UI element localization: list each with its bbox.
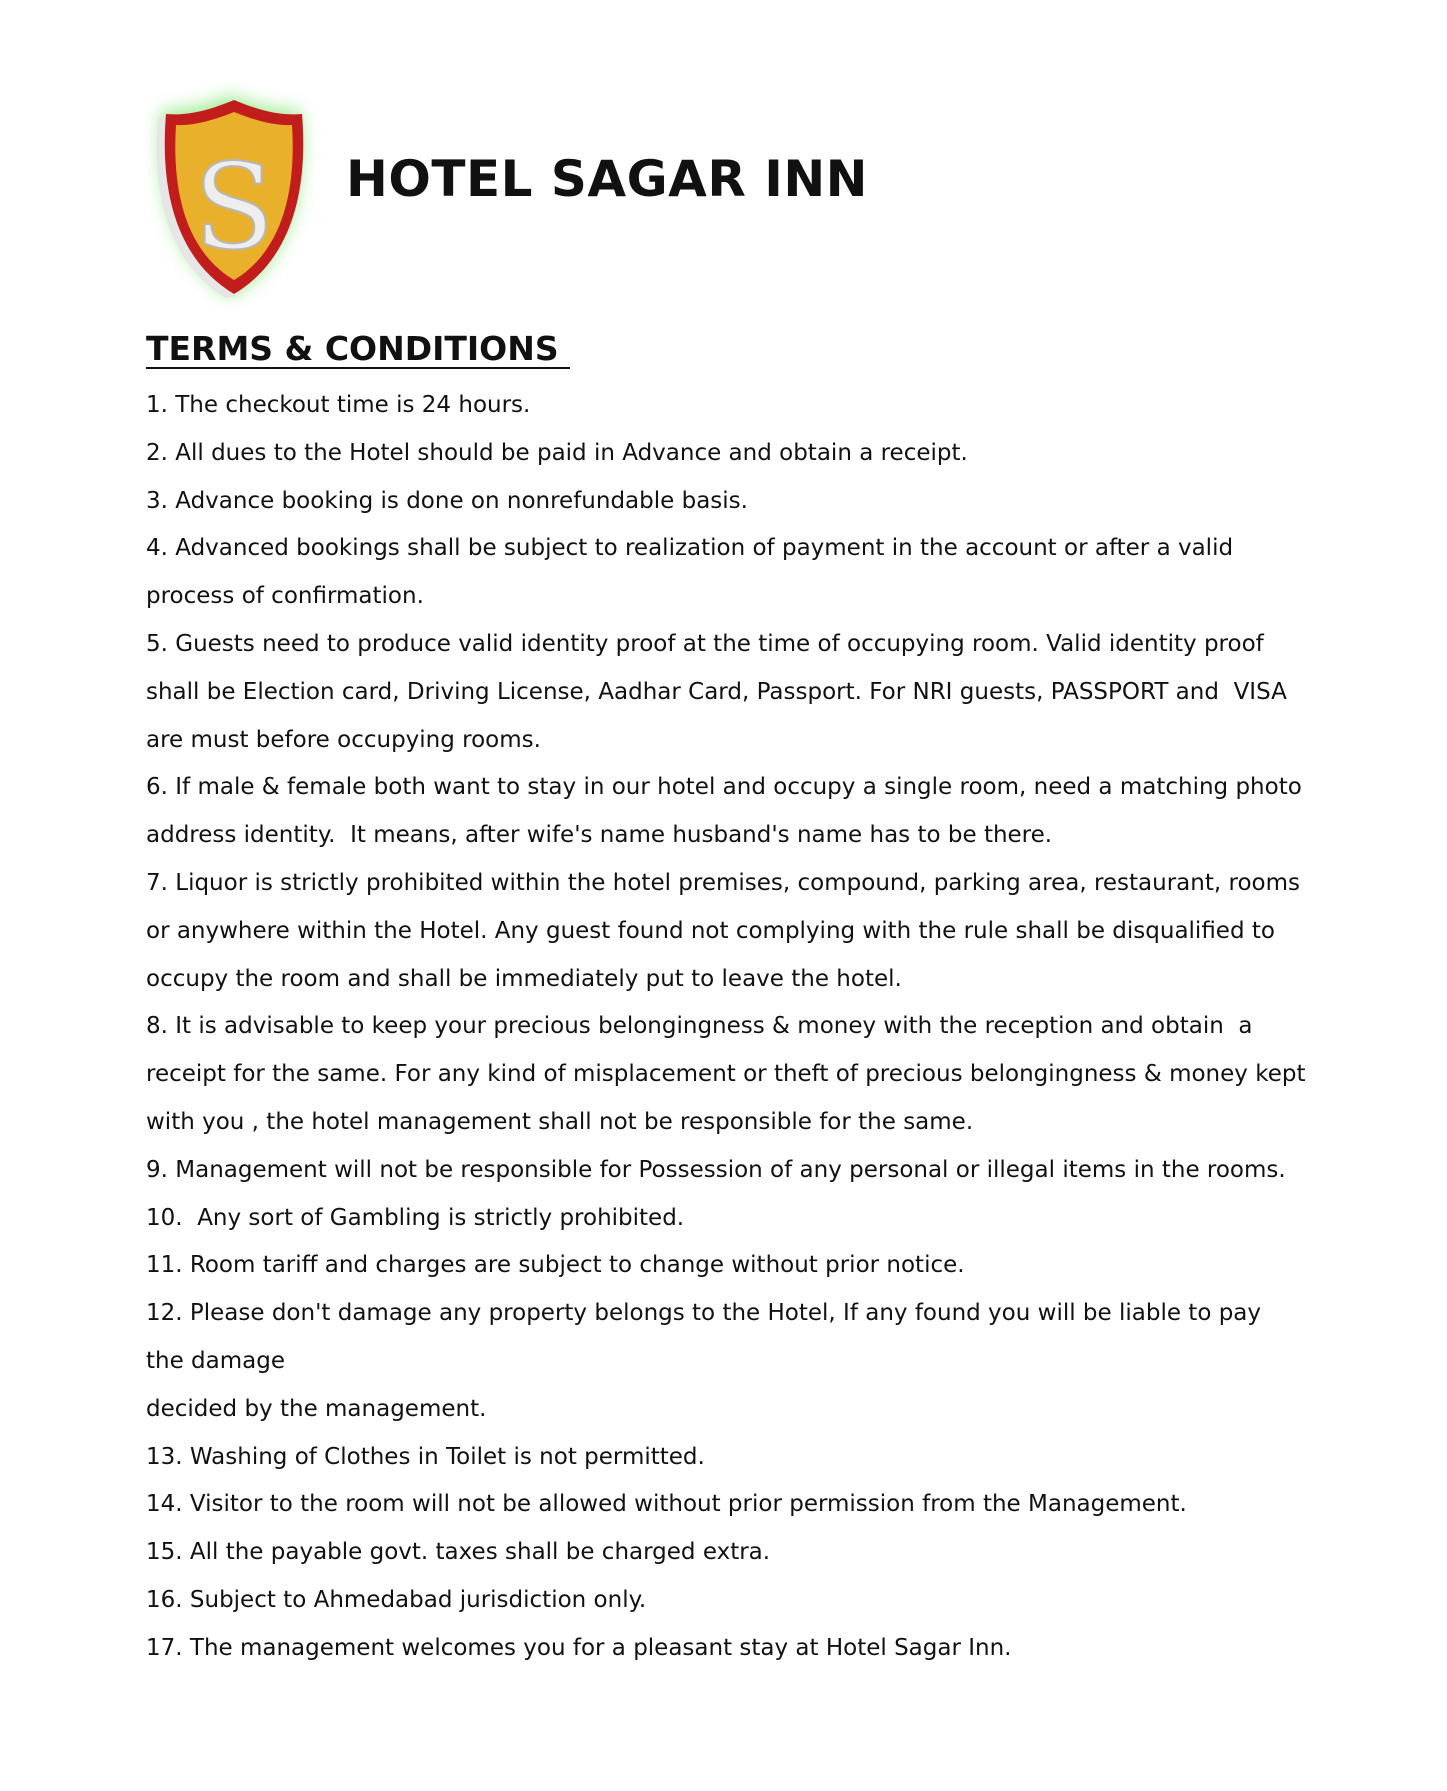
- term-item: 16. Subject to Ahmedabad jurisdiction only.: [146, 1586, 647, 1613]
- term-item: 17. The management welcomes you for a pleasant stay at Hotel Sagar Inn.: [146, 1634, 1012, 1661]
- shield-logo-icon: [146, 74, 316, 314]
- document-header: [146, 74, 1296, 314]
- term-item: 13. Washing of Clothes in Toilet is not permitted.: [146, 1443, 705, 1470]
- section-title: TERMS & CONDITIONS: [146, 329, 571, 368]
- term-item: 9. Management will not be responsible for Possession of any personal or illegal items in the rooms.: [146, 1156, 1286, 1183]
- term-item: 12. Please don't damage any property belongs to the Hotel, If any found you will be liable to pay the damage decided by the management.: [146, 1300, 1262, 1422]
- term-item: 10. Any sort of Gambling is strictly prohibited.: [146, 1204, 685, 1231]
- term-item: 2. All dues to the Hotel should be paid in Advance and obtain a receipt.: [146, 439, 968, 466]
- term-item: 7. Liquor is strictly prohibited within the hotel premises, compound, parking area, restaurant, rooms or anywhere within the Hotel. Any guest found not complying with the rule shall be disqualified to occupy the room and shall be immediately put to leave the hotel.: [146, 869, 1308, 992]
- term-item: 6. If male & female both want to stay in our hotel and occupy a single room, need a matching photo address identity. It means, after wife's name husband's name has to be there.: [146, 774, 1310, 849]
- term-item: 11. Room tariff and charges are subject to change without prior notice.: [146, 1252, 965, 1279]
- term-item: 5. Guests need to produce valid identity proof at the time of occupying room. Valid identity proof shall be Election card, Driving License, Aadhar Card, Passport. For NRI guests, PASSPORT and VISA are must before occupying rooms.: [146, 630, 1295, 753]
- hotel-name: HOTEL SAGAR INN: [346, 150, 869, 208]
- term-item: 14. Visitor to the room will not be allowed without prior permission from the Management.: [146, 1491, 1187, 1518]
- term-item: 15. All the payable govt. taxes shall be charged extra.: [146, 1539, 771, 1566]
- term-item: 3. Advance booking is done on nonrefundable basis.: [146, 487, 748, 514]
- term-item: 4. Advanced bookings shall be subject to realization of payment in the account or after a valid process of confirmation.: [146, 535, 1241, 610]
- svg-text:S: S: [193, 138, 275, 276]
- terms-list: [146, 382, 1313, 1673]
- term-item: 1. The checkout time is 24 hours.: [146, 392, 531, 418]
- term-item: 8. It is advisable to keep your precious belongingness & money with the reception and obtain a receipt for the same. For any kind of misplacement or theft of precious belongingness & money kept with you , the hotel management shall not be responsible for the same.: [146, 1013, 1313, 1135]
